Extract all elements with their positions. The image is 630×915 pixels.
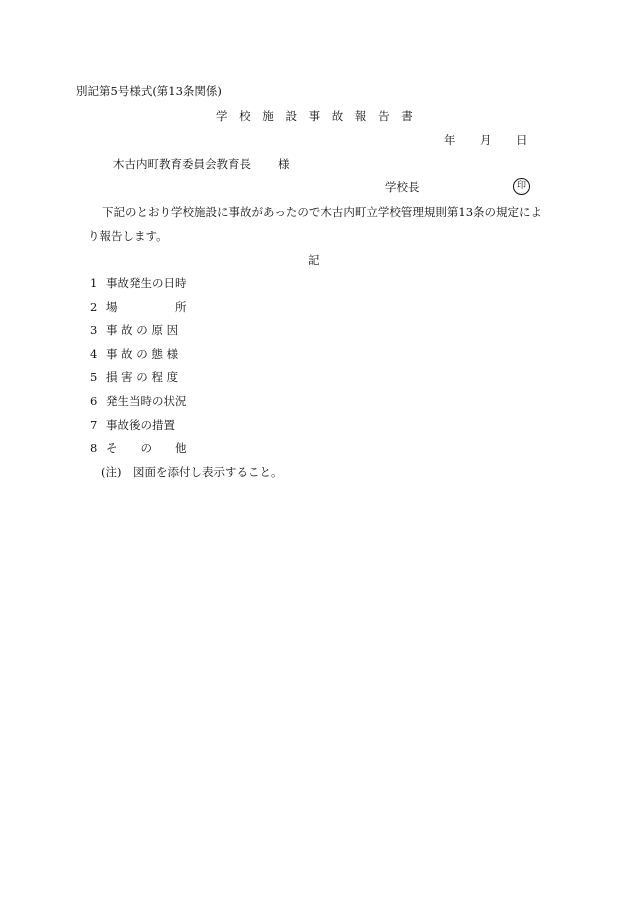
item-number: 3: [90, 323, 98, 337]
list-item: [90, 394, 187, 408]
item-label: 事故後の措置: [106, 418, 175, 432]
item-label: 損 害 の 程 度: [106, 370, 179, 384]
item-number: 1: [90, 276, 98, 290]
item-label: 事 故 の 態 様: [106, 347, 179, 361]
seal-mark: 印: [513, 178, 530, 195]
item-number: 2: [90, 300, 98, 314]
item-label: そ の 他: [106, 441, 187, 455]
item-label: 事 故 の 原 因: [106, 323, 179, 337]
item-label: 発生当時の状況: [106, 394, 187, 408]
body-text-line-1: 下記のとおり学校施設に事故があったので木古内町立学校管理規則第13条の規定によ: [102, 205, 543, 219]
item-number: 6: [90, 394, 98, 408]
list-item: [90, 370, 178, 384]
note-text: (注) 図面を添付し表示すること。: [101, 465, 283, 479]
date-day: 日: [516, 133, 528, 147]
item-number: 5: [90, 370, 98, 384]
document-title: 学 校 施 設 事 故 報 告 書: [216, 109, 417, 123]
list-item: [90, 441, 187, 455]
ki-heading: 記: [308, 253, 320, 267]
date-year: 年: [444, 133, 456, 147]
item-number: 8: [90, 441, 98, 455]
date-month: 月: [480, 133, 492, 147]
item-number: 4: [90, 347, 98, 361]
addressee-name: 木古内町教育委員会教育長: [113, 157, 251, 171]
list-item: [90, 347, 178, 361]
list-item: [90, 323, 178, 337]
list-item: [90, 418, 175, 432]
addressee-honorific: 様: [278, 157, 290, 171]
list-item: [90, 276, 187, 290]
body-text-line-2: り報告します。: [88, 229, 168, 243]
item-label: 場 所: [106, 300, 187, 314]
list-item: [90, 300, 187, 314]
sender-role: 学校長: [385, 180, 420, 194]
item-label: 事故発生の日時: [106, 276, 187, 290]
item-number: 7: [90, 418, 98, 432]
form-label: 別記第5号様式(第13条関係): [76, 84, 222, 98]
